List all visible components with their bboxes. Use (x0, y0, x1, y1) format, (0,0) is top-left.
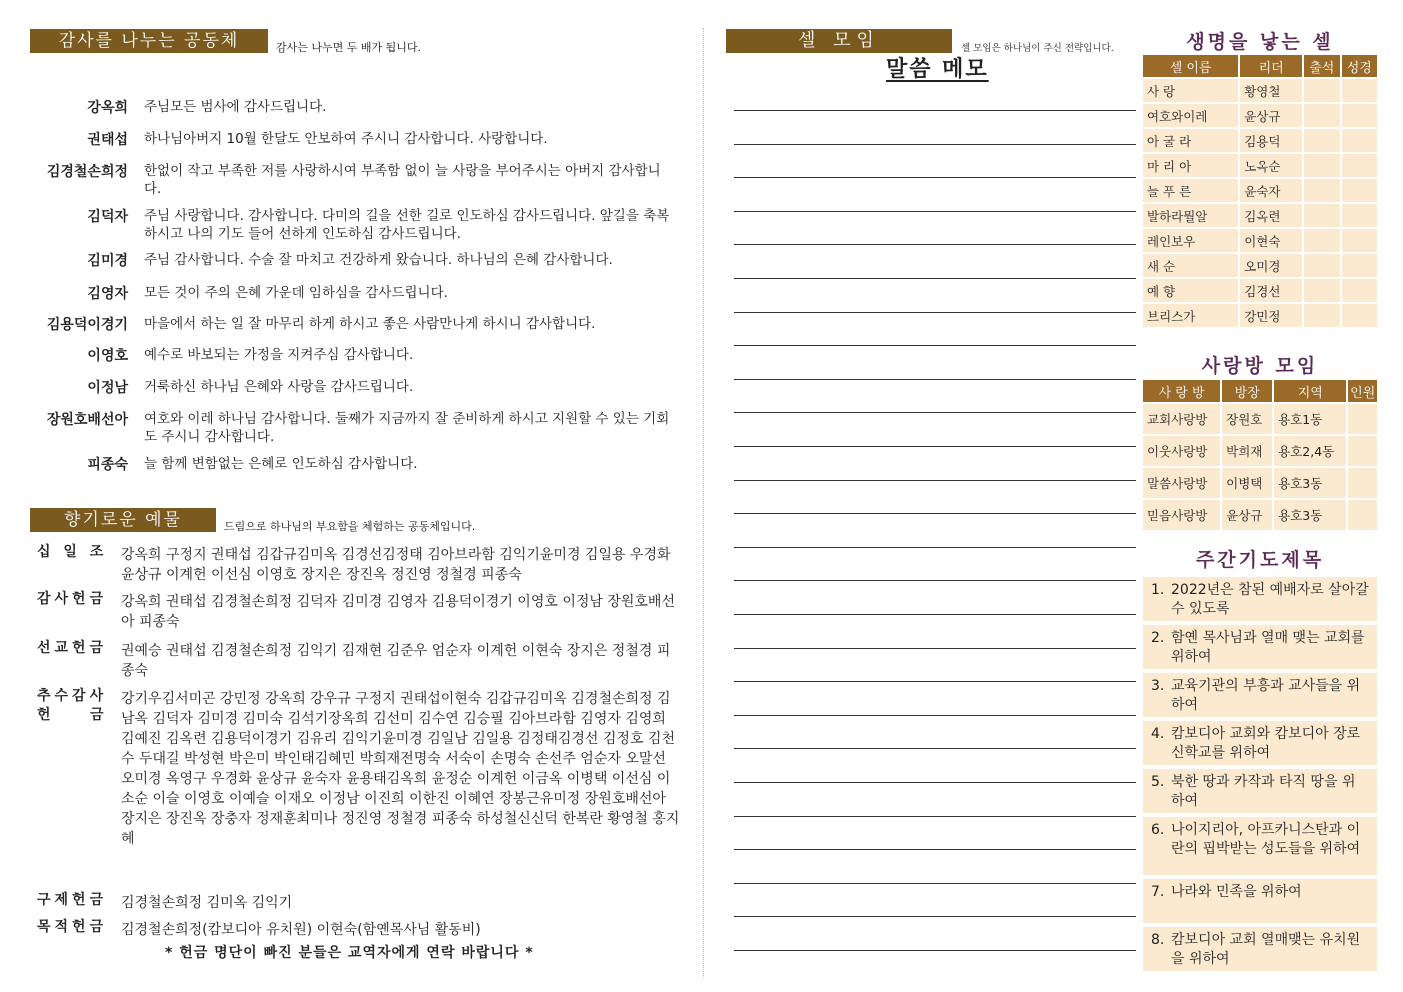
memo-line[interactable] (734, 748, 1136, 749)
cell-table-cell: 윤상규 (1239, 103, 1303, 128)
thanks-name: 이영호 (87, 348, 128, 364)
prayer-text: 캄보디아 교회 열매맺는 유치원을 위하여 (1171, 932, 1361, 967)
cell-table-cell: 노옥순 (1239, 153, 1303, 178)
prayer-number: 1. (1151, 582, 1165, 598)
prayer-item (1143, 769, 1377, 813)
cell-table-cell[interactable] (1303, 253, 1340, 278)
cell-table-cell[interactable] (1303, 153, 1340, 178)
cell-table-cell: 사 랑 (1142, 78, 1239, 103)
cell-table (1141, 53, 1379, 329)
prayer-text: 교육기관의 부흥과 교사들을 위하여 (1171, 678, 1361, 713)
memo-line[interactable] (734, 849, 1136, 850)
offering-label: 추수감사 (37, 688, 108, 704)
room-table-row (1142, 435, 1378, 467)
room-table-header-cell: 방장 (1221, 379, 1273, 403)
cell-header: 셀 모임 (726, 29, 952, 53)
room-table-cell[interactable] (1347, 435, 1378, 467)
offering-names: 권예승 권태섭 김경철손희정 김익기 김재현 김준우 엄순자 이계헌 이현숙 장지은 정철경 피종숙 (121, 643, 671, 679)
cell-table-cell: 강민정 (1239, 303, 1303, 328)
offering-names: 김경철손희정 김미옥 김익기 (121, 895, 293, 911)
cell-table-row (1142, 303, 1378, 328)
thanks-name: 권태섭 (87, 132, 128, 148)
offering-footnote: * 헌금 명단이 빠진 분들은 교역자에게 연락 바랍니다 * (165, 945, 534, 961)
prayer-text: 나이지리아, 아프카니스탄과 이란의 핍박받는 성도들을 위하여 (1171, 822, 1361, 857)
room-table-cell: 윤상규 (1221, 499, 1273, 531)
prayer-item (1143, 879, 1377, 923)
cell-table-cell[interactable] (1341, 103, 1379, 128)
cell-table-cell[interactable] (1341, 253, 1379, 278)
room-table-cell[interactable] (1347, 499, 1378, 531)
thanks-name: 피종숙 (87, 457, 128, 473)
cell-subtitle: 셀 모임은 하나님이 주신 전략입니다. (961, 43, 1114, 54)
memo-line[interactable] (734, 715, 1136, 716)
memo-line[interactable] (734, 480, 1136, 481)
thanks-text: 주님모든 범사에 감사드립니다. (144, 99, 327, 115)
cell-table-cell[interactable] (1303, 178, 1340, 203)
cell-table-header-cell: 셀 이름 (1142, 54, 1239, 78)
room-table-row (1142, 467, 1378, 499)
cell-table-header-cell: 성경 (1341, 54, 1379, 78)
memo-line[interactable] (734, 211, 1136, 212)
memo-line[interactable] (734, 312, 1136, 313)
prayer-text: 캄보디아 교회와 캄보디아 장로신학교를 위하여 (1171, 726, 1361, 761)
room-table-cell: 이웃사랑방 (1142, 435, 1221, 467)
prayer-item (1143, 817, 1377, 875)
cell-table-cell: 발하라뭘알 (1142, 203, 1239, 228)
thanks-header: 감사를 나누는 공동체 (30, 29, 268, 53)
prayer-item (1143, 927, 1377, 971)
prayer-number: 3. (1151, 678, 1165, 694)
cell-table-cell[interactable] (1303, 78, 1340, 103)
cell-table-row (1142, 78, 1378, 103)
cell-table-cell[interactable] (1341, 78, 1379, 103)
room-table-cell: 말씀사랑방 (1142, 467, 1221, 499)
cell-table-header-cell: 출석 (1303, 54, 1340, 78)
room-table-header-cell: 인원 (1347, 379, 1378, 403)
cell-table-row (1142, 103, 1378, 128)
memo-line[interactable] (734, 816, 1136, 817)
memo-line[interactable] (734, 916, 1136, 917)
thanks-text: 거룩하신 하나님 은혜와 사랑을 감사드립니다. (144, 379, 414, 395)
room-table-row (1142, 499, 1378, 531)
cell-table-row (1142, 228, 1378, 253)
prayer-text: 2022년은 참된 예배자로 살아갈 수 있도록 (1171, 582, 1369, 617)
memo-line[interactable] (734, 614, 1136, 615)
cell-table-cell: 마 리 아 (1142, 153, 1239, 178)
thanks-name: 장원호배선아 (46, 412, 128, 428)
thanks-text: 예수로 바보되는 가정을 지켜주심 감사합니다. (144, 347, 414, 363)
offering-names: 김경철손희정(캄보디아 유치원) 이현숙(함옌목사님 활동비) (121, 922, 481, 938)
cell-table-cell: 늘 푸 른 (1142, 178, 1239, 203)
thanks-text: 한없이 작고 부족한 저를 사랑하시여 부족함 없이 늘 사랑을 부어주시는 아버지 감사합니다. (144, 163, 661, 197)
cell-table-row (1142, 153, 1378, 178)
thanks-name: 강옥희 (87, 100, 128, 116)
offering-names: 강옥희 권태섭 김경철손희정 김덕자 김미경 김영자 김용덕이경기 이영호 이정남 장원호배선아 피종숙 (121, 594, 675, 630)
memo-line[interactable] (734, 547, 1136, 548)
cell-table-cell: 브리스가 (1142, 303, 1239, 328)
cell-table-cell[interactable] (1303, 128, 1340, 153)
memo-line[interactable] (734, 681, 1136, 682)
cell-table-title: 생명을 낳는 셀 (1186, 31, 1334, 53)
offering-subtitle: 드림으로 하나님의 부요함을 체험하는 공동체입니다. (224, 520, 476, 533)
thanks-subtitle: 감사는 나누면 두 배가 됩니다. (276, 41, 421, 54)
thanks-name: 김경철손희정 (46, 164, 128, 180)
prayer-number: 6. (1151, 822, 1165, 838)
thanks-name: 김미경 (87, 253, 128, 269)
memo-line[interactable] (734, 782, 1136, 783)
prayer-item (1143, 673, 1377, 717)
thanks-text: 주님 감사합니다. 수술 잘 마치고 건강하게 왔습니다. 하나님의 은혜 감사합니다. (144, 252, 613, 268)
cell-table-row (1142, 178, 1378, 203)
thanks-text: 늘 함께 변함없는 은혜로 인도하심 감사합니다. (144, 456, 418, 472)
cell-table-row (1142, 203, 1378, 228)
prayer-item (1143, 625, 1377, 669)
memo-line[interactable] (734, 513, 1136, 514)
room-table-cell: 이병택 (1221, 467, 1273, 499)
cell-table-cell: 새 순 (1142, 253, 1239, 278)
thanks-name: 이정남 (87, 380, 128, 396)
thanks-text: 하나님아버지 10월 한달도 안보하여 주시니 감사합니다. 사랑합니다. (144, 131, 548, 147)
cell-table-cell: 윤숙자 (1239, 178, 1303, 203)
memo-line[interactable] (734, 648, 1136, 649)
thanks-text: 주님 사랑합니다. 감사합니다. 다미의 길을 선한 길로 인도하심 감사드립니다. 앞길을 축복하시고 나의 기도 들어 선하게 인도하심 감사드립니다. (144, 208, 670, 242)
memo-line[interactable] (734, 950, 1136, 951)
room-table-header-cell: 지역 (1273, 379, 1347, 403)
room-table-cell[interactable] (1347, 403, 1378, 435)
prayer-title: 주간기도제목 (1195, 549, 1325, 571)
cell-table-cell[interactable] (1303, 203, 1340, 228)
cell-table-row (1142, 278, 1378, 303)
cell-table-cell: 예 향 (1142, 278, 1239, 303)
memo-line[interactable] (734, 244, 1136, 245)
offering-label: 헌 금 (37, 707, 108, 723)
cell-table-cell[interactable] (1341, 153, 1379, 178)
room-table-row (1142, 403, 1378, 435)
prayer-number: 5. (1151, 774, 1165, 790)
offering-label: 목적헌금 (37, 919, 108, 935)
thanks-name: 김영자 (87, 286, 128, 302)
prayer-item (1143, 721, 1377, 765)
memo-title: 말씀 메모 (886, 57, 989, 82)
cell-table-cell[interactable] (1341, 178, 1379, 203)
thanks-name: 김용덕이경기 (46, 317, 128, 333)
cell-table-cell: 오미경 (1239, 253, 1303, 278)
cell-table-row (1142, 253, 1378, 278)
cell-table-row (1142, 128, 1378, 153)
memo-line[interactable] (734, 345, 1136, 346)
memo-line[interactable] (734, 412, 1136, 413)
memo-line[interactable] (734, 177, 1136, 178)
offering-label: 구제헌금 (37, 892, 108, 908)
prayer-number: 4. (1151, 726, 1165, 742)
prayer-text: 나라와 민족을 위하여 (1171, 884, 1302, 900)
room-table (1141, 378, 1379, 532)
room-table-cell: 용호1동 (1273, 403, 1347, 435)
cell-table-cell: 김옥련 (1239, 203, 1303, 228)
page-divider (703, 28, 704, 978)
thanks-text: 마을에서 하는 일 잘 마무리 하게 하시고 좋은 사람만나게 하시니 감사합니다. (144, 316, 596, 332)
memo-line[interactable] (734, 144, 1136, 145)
room-table-cell: 믿음사랑방 (1142, 499, 1221, 531)
memo-line[interactable] (734, 379, 1136, 380)
room-table-cell: 용호3동 (1273, 499, 1347, 531)
cell-table-cell[interactable] (1341, 128, 1379, 153)
room-table-title: 사랑방 모임 (1201, 355, 1319, 377)
cell-table-cell: 김용덕 (1239, 128, 1303, 153)
room-table-cell: 장원호 (1221, 403, 1273, 435)
cell-table-header-cell: 리더 (1239, 54, 1303, 78)
cell-table-cell: 김경선 (1239, 278, 1303, 303)
room-table-header-cell: 사 랑 방 (1142, 379, 1221, 403)
prayer-number: 8. (1151, 932, 1165, 948)
cell-table-cell[interactable] (1341, 278, 1379, 303)
cell-table-cell[interactable] (1341, 203, 1379, 228)
offering-names: 강옥희 구정지 권태섭 김갑규김미옥 김경선김정태 김아브라함 김익기윤미경 김일용 우경화 윤상규 이계헌 이선심 이영호 장지은 장진옥 정진영 정철경 피종숙 (121, 547, 671, 583)
cell-table-cell: 이현숙 (1239, 228, 1303, 253)
prayer-number: 2. (1151, 630, 1165, 646)
memo-line[interactable] (734, 580, 1136, 581)
offering-names: 강기우김서미곤 강민정 강옥희 강우규 구정지 권태섭이현숙 김갑규김미옥 김경철손희정 김남옥 김덕자 김미경 김미숙 김석기장옥희 김선미 김수연 김승필 김아브라함 김영자 김영희 김예진 김옥련 김용덕이경기 김유리 김익기윤미경 김일남 김일용 김정태김경선 김정호 김천수 두대길 박성현 박은미 박인태김혜민 박희재전명숙 서숙이 손명숙 손선주 엄순자 오말선 오미경 옥영구 우경화 윤상규 윤숙자 윤용태김옥희 윤정순 이계헌 이금옥 이병택 이선심 이소순 이슬 이영호 이예슬 이재오 이정남 이진희 이한진 이혜연 장봉근유미정 장원호배선아 장지은 장진옥 장충자 정재훈최미나 정진영 정철경 피종숙 하성철신신덕 한복란 황영철 홍지혜 (121, 691, 680, 847)
prayer-item (1143, 577, 1377, 621)
thanks-text: 모든 것이 주의 은혜 가운데 임하심을 감사드립니다. (144, 285, 448, 301)
room-table-cell: 용호2,4동 (1273, 435, 1347, 467)
memo-line[interactable] (734, 883, 1136, 884)
cell-table-cell[interactable] (1341, 228, 1379, 253)
room-table-cell: 박희재 (1221, 435, 1273, 467)
room-table-cell: 교회사랑방 (1142, 403, 1221, 435)
cell-table-cell[interactable] (1303, 303, 1340, 328)
cell-table-cell: 레인보우 (1142, 228, 1239, 253)
thanks-name: 김덕자 (87, 209, 128, 225)
thanks-text: 여호와 이레 하나님 감사합니다. 둘째가 지금까지 잘 준비하게 하시고 지원할 수 있는 기회도 주시니 감사합니다. (144, 411, 670, 445)
room-table-cell[interactable] (1347, 467, 1378, 499)
offering-label: 감사헌금 (37, 591, 108, 607)
offering-header: 향기로운 예물 (30, 508, 216, 532)
cell-table-cell[interactable] (1341, 303, 1379, 328)
cell-table-cell: 여호와이레 (1142, 103, 1239, 128)
memo-line[interactable] (734, 446, 1136, 447)
cell-table-cell: 아 굴 라 (1142, 128, 1239, 153)
offering-label: 십 일 조 (37, 544, 108, 560)
cell-table-cell[interactable] (1303, 278, 1340, 303)
prayer-text: 북한 땅과 카작과 타직 땅을 위하여 (1171, 774, 1356, 809)
cell-table-cell: 황영철 (1239, 78, 1303, 103)
prayer-number: 7. (1151, 884, 1165, 900)
prayer-text: 함옌 목사님과 열매 맺는 교회를 위하여 (1171, 630, 1365, 665)
cell-table-cell[interactable] (1303, 228, 1340, 253)
memo-line[interactable] (734, 278, 1136, 279)
memo-line[interactable] (734, 110, 1136, 111)
cell-table-cell[interactable] (1303, 103, 1340, 128)
room-table-cell: 용호3동 (1273, 467, 1347, 499)
offering-label: 선교헌금 (37, 640, 108, 656)
